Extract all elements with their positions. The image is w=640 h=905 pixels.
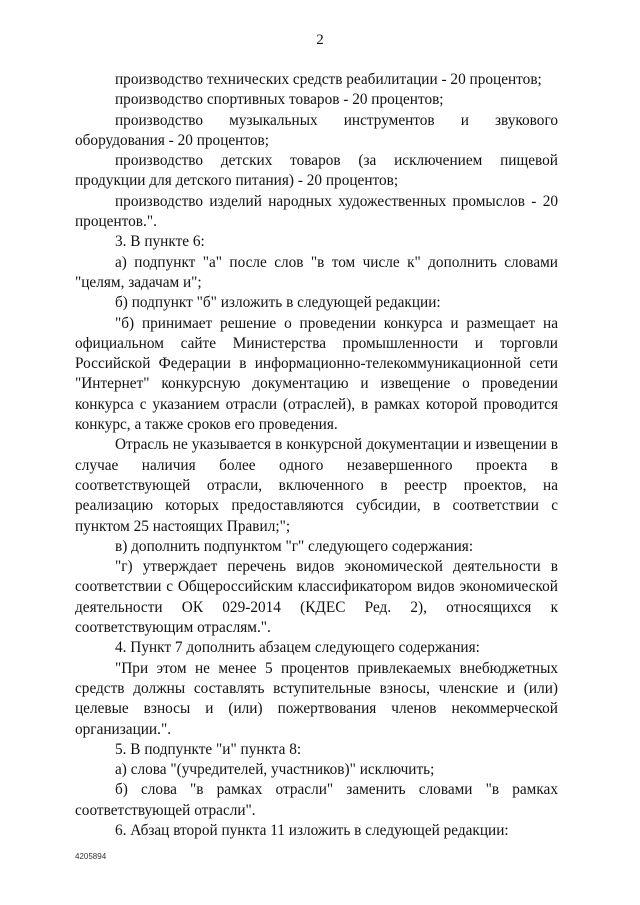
document-body bbox=[75, 70, 558, 841]
paragraph: 6. Абзац второй пункта 11 изложить в следующей редакции: bbox=[115, 821, 509, 839]
paragraph: производство технических средств реабилитации - 20 процентов; bbox=[115, 71, 542, 88]
paragraph: производство музыкальных инструментов и звукового оборудования - 20 процентов; bbox=[75, 111, 558, 149]
paragraph: "При этом не менее 5 процентов привлекаемых внебюджетных средств должны составлять вступительные взносы, членские и (или) целевые взносы и (или) пожертвования членов некоммерческой организации.". bbox=[75, 659, 558, 738]
document-id: 4205894 bbox=[75, 852, 107, 861]
paragraph: производство детских товаров (за исключением пищевой продукции для детского питания) - 20 процентов; bbox=[75, 152, 558, 190]
paragraph: производство спортивных товаров - 20 процентов; bbox=[115, 91, 444, 109]
paragraph: б) слова "в рамках отрасли" заменить словами "в рамках соответствующей отрасли". bbox=[75, 781, 558, 819]
paragraph: производство изделий народных художественных промыслов - 20 процентов.". bbox=[75, 192, 558, 231]
paragraph: б) подпункт "б" изложить в следующей редакции: bbox=[115, 294, 441, 312]
paragraph: 5. В подпункте "и" пункта 8: bbox=[115, 740, 302, 758]
paragraph: а) подпункт "а" после слов "в том числе к" дополнить словами "целям, задачам и"; bbox=[75, 253, 558, 291]
paragraph: Отрасль не указывается в конкурсной документации и извещении в случае наличия более одного незавершенного проекта в соответствующей отрасли, включенного в реестр проектов, на реализацию которых предоставляются субсидии, в соответствии с пунктом 25 настоящих Правил;"; bbox=[75, 436, 558, 535]
paragraph: 3. В пункте 6: bbox=[115, 233, 205, 251]
paragraph: а) слова "(учредителей, участников)" исключить; bbox=[115, 761, 435, 779]
paragraph: "б) принимает решение о проведении конкурса и размещает на официальном сайте Министерства промышленности и торговли Российской Федерации в информационно-телекоммуникационной сети "Интернет" конкурсную документацию и извещение о проведении конкурса с указанием отрасли (отраслей), в рамках которой проводится конкурс, а также сроков его проведения. bbox=[75, 314, 558, 434]
page-number: 2 bbox=[316, 32, 324, 48]
paragraph: в) дополнить подпунктом "г" следующего содержания: bbox=[115, 537, 474, 555]
paragraph: "г) утверждает перечень видов экономической деятельности в соответствии с Общероссийским классификатором видов экономической деятельности ОК 029-2014 (КДЕС Ред. 2), относящихся к соответствующим отраслям.". bbox=[75, 558, 558, 637]
paragraph: 4. Пункт 7 дополнить абзацем следующего содержания: bbox=[115, 639, 480, 657]
